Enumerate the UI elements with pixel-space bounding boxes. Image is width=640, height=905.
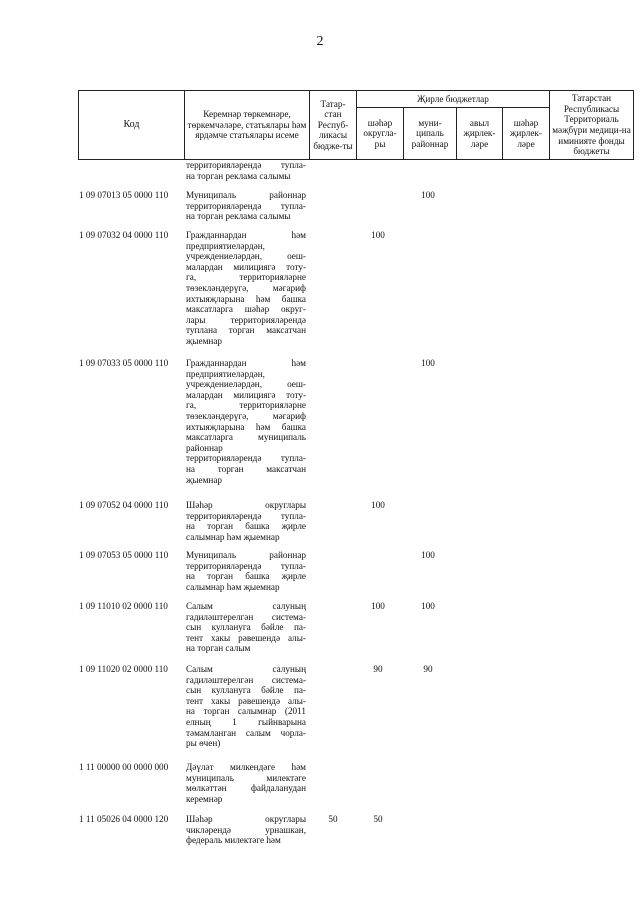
row-name-line: территорияләрендә тупла- xyxy=(186,560,306,571)
row-name-line: җыемнар xyxy=(186,335,223,346)
row-name-line: территорияләрендә тупла- xyxy=(186,453,306,464)
row-name-line: салымнар һәм җыемнар xyxy=(186,581,280,592)
row-name-line: на торган башка җирле xyxy=(186,571,306,582)
value-city-okrugs: 100 xyxy=(371,601,385,611)
header-municipal-rayons: муни-ципаль районнар xyxy=(404,108,457,160)
page-number: 2 xyxy=(316,34,324,49)
row-name-line: га, территорияләрне xyxy=(186,400,306,411)
row-code: 1 09 07033 05 0000 110 xyxy=(79,358,169,368)
row-name-line: гадиләштерелгән системa- xyxy=(186,611,306,622)
row-name-line: Гражданнардан һәм xyxy=(186,230,306,240)
row-name-line: территорияләрендә тупла- xyxy=(186,160,306,170)
row-name-line: ры өчен) xyxy=(186,738,221,749)
row-name-line: на торган реклама салымы xyxy=(186,170,291,181)
row-code: 1 09 07032 04 0000 110 xyxy=(79,230,169,240)
row-name-line: га, территорияләрне xyxy=(186,272,306,283)
row-name-line: Салым салуның xyxy=(186,601,306,611)
value-municipal-rayons: 90 xyxy=(423,664,433,674)
row-name-line: на торган салым xyxy=(186,643,251,654)
row-code: 1 09 07052 04 0000 110 xyxy=(79,500,169,510)
header-local-budgets: Җирле бюджетлар xyxy=(357,91,550,108)
header-rural-settlements: авыл җирлек-ләре xyxy=(457,108,503,160)
row-name xyxy=(186,601,306,654)
row-name xyxy=(186,664,306,749)
row-name-line: чикләрендә урнашкан, xyxy=(186,824,306,835)
header-city-settlements: шәһәр җирлек-ләре xyxy=(503,108,550,160)
value-municipal-rayons: 100 xyxy=(421,601,435,611)
row-code: 1 11 00000 00 0000 000 xyxy=(79,762,169,772)
row-code: 1 09 07013 05 0000 110 xyxy=(79,190,169,200)
row-name-line: малардан милициягә тоту- xyxy=(186,389,306,400)
row-name-line: предприятиеләрдән, xyxy=(186,240,265,251)
row-name-line: на торган максатчан xyxy=(186,463,306,474)
value-city-okrugs: 50 xyxy=(373,814,383,824)
row-name-line: максатларга шәһәр округ- xyxy=(186,304,306,315)
row-name-line: мөлкәттән файдаланудан xyxy=(186,783,306,794)
row-name-line: тент хакы рәвешендә алы- xyxy=(186,632,306,643)
row-code: 1 09 11020 02 0000 110 xyxy=(79,664,168,674)
row-name-line: төзекләндерүгә, мәгариф xyxy=(186,410,306,421)
row-name-line: территорияләрендә тупла- xyxy=(186,200,306,211)
row-name-line: малардан милициягә тоту- xyxy=(186,261,306,272)
row-name-line: сын куллануга бәйле па- xyxy=(186,685,306,696)
value-municipal-rayons: 100 xyxy=(421,358,435,368)
row-name-line: тент хакы рәвешендә алы- xyxy=(186,695,306,706)
row-name-line: Гражданнардан һәм xyxy=(186,358,306,368)
row-code: 1 11 05026 04 0000 120 xyxy=(79,814,169,824)
row-name-line: төзекләндерүгә, мәгариф xyxy=(186,282,306,293)
row-name-line: лары территорияләрендә xyxy=(186,314,306,325)
row-name-line: ихтыяҗларына һәм башка xyxy=(186,293,306,304)
row-name-line: Муниципаль районнар xyxy=(186,550,306,560)
row-name xyxy=(186,500,306,542)
row-name-line: муниципаль милектәге xyxy=(186,772,306,783)
row-name-line: Шәһәр округлары xyxy=(186,500,306,510)
row-name-line: районнар xyxy=(186,442,223,453)
row-name-line: туплана торган максатчан xyxy=(186,325,306,336)
row-name-line: тәмамланган салым чорла- xyxy=(186,727,306,738)
header-city-okrugs: шәһәр округла-ры xyxy=(357,108,404,160)
row-name-line: учреждениеләрдән, оеш- xyxy=(186,379,306,390)
value-tatarstan: 50 xyxy=(328,814,338,824)
row-code: 1 09 07053 05 0000 110 xyxy=(79,550,169,560)
row-code: 1 09 11010 02 0000 110 xyxy=(79,601,168,611)
table-header xyxy=(78,90,634,160)
value-city-okrugs: 90 xyxy=(373,664,383,674)
value-city-okrugs: 100 xyxy=(371,230,385,240)
row-name xyxy=(186,230,306,347)
row-name-line: ихтыяҗларына һәм башка xyxy=(186,421,306,432)
value-municipal-rayons: 100 xyxy=(421,550,435,560)
row-name xyxy=(186,550,306,592)
header-name: Керемнәр төркемнәре, төркемчәләре, статьялары һәм ярдәмче статьялары исеме xyxy=(185,91,310,160)
value-municipal-rayons: 100 xyxy=(421,190,435,200)
header-medical-fund: Татарстан Республикасы Территориаль мәҗбүри медици-на иминияте фонды бюджеты xyxy=(550,91,634,160)
row-name xyxy=(186,762,306,804)
row-name xyxy=(186,814,306,846)
row-name xyxy=(186,358,306,485)
row-name-line: җыемнар xyxy=(186,474,223,485)
row-name-line: на торган башка җирле xyxy=(186,521,306,532)
row-name-line: предприятиеләрдән, xyxy=(186,368,265,379)
row-name-line: на торган салымнар (2011 xyxy=(186,706,306,717)
row-name-line: Муниципаль районнар xyxy=(186,190,306,200)
row-name-line: гадиләштерелгән системa- xyxy=(186,674,306,685)
row-name-line: максатларга муниципаль xyxy=(186,432,306,443)
row-name-line: салымнар һәм җыемнар xyxy=(186,531,280,542)
value-city-okrugs: 100 xyxy=(371,500,385,510)
row-name xyxy=(186,160,306,181)
header-code: Код xyxy=(79,91,185,160)
header-tatarstan: Татар-стан Респуб-ликасы бюдже-ты xyxy=(310,91,357,160)
row-name xyxy=(186,190,306,222)
row-name-line: сын куллануга бәйле па- xyxy=(186,622,306,633)
row-name-line: Дәүләт милкендәге һәм xyxy=(186,762,306,772)
row-name-line: елның 1 гыйнварына xyxy=(186,716,306,727)
row-name-line: Шәһәр округлары xyxy=(186,814,306,824)
row-name-line: федераль милектәге һәм xyxy=(186,835,281,846)
row-name-line: на торган реклама салымы xyxy=(186,211,291,222)
row-name-line: территорияләрендә тупла- xyxy=(186,510,306,521)
row-name-line: учреждениеләрдән, оеш- xyxy=(186,251,306,262)
row-name-line: керемнәр xyxy=(186,793,223,804)
row-name-line: Салым салуның xyxy=(186,664,306,674)
